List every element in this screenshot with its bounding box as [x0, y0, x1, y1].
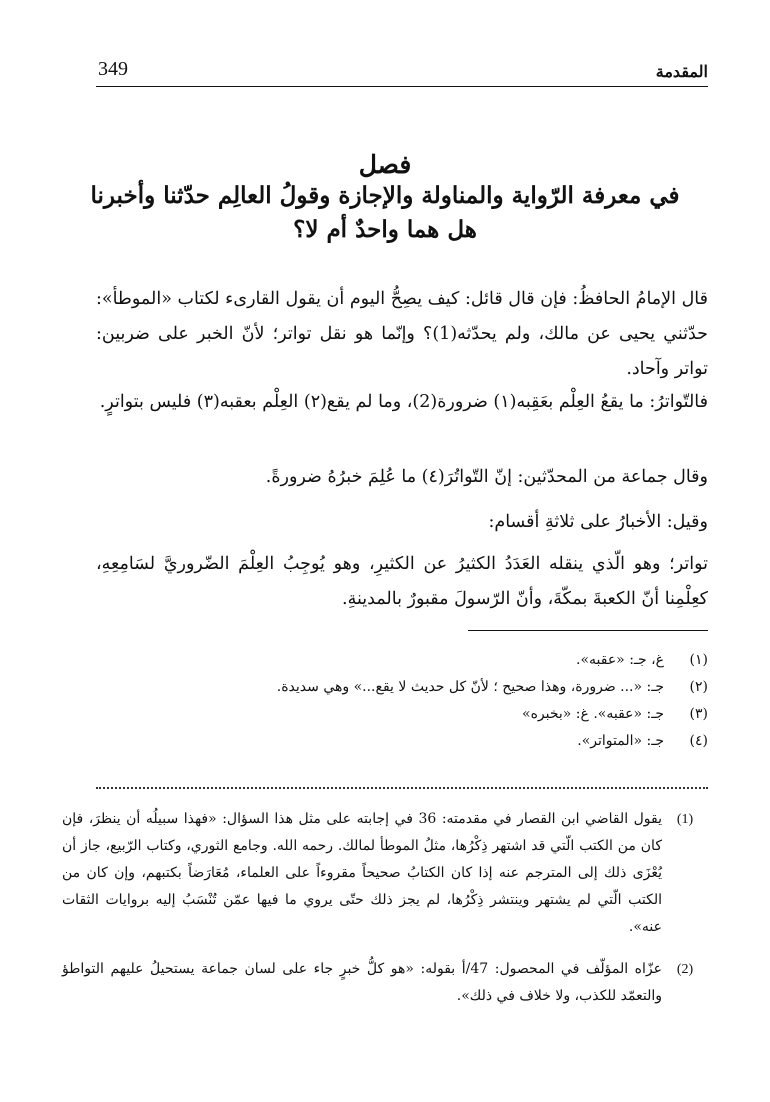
footnote-text: جـ: «عقبه». غ: «بخبره»	[522, 706, 664, 722]
footnote-text: غ، جـ: «عقبه».	[576, 652, 664, 668]
section-title-line-1: في معرفة الرّواية والمناولة والإجازة وقولُ العالِم حدّثنا وأخبرنا	[90, 182, 680, 209]
section-title-line-2: هل هما واحدٌ أم لا؟	[293, 216, 477, 243]
section-label: فصل	[358, 150, 412, 179]
body-paragraph: وقيل: الأخبارُ على ثلاثةِ أقسام:	[488, 512, 708, 532]
footnote	[96, 672, 708, 702]
running-title: المقدمة	[655, 62, 708, 81]
editor-note-text: عزّاه المؤلّف في المحصول: 47/أ بقوله: «هو كلُّ خبرٍ جاء على لسان جماعة يستحيلُ عليهم التواطؤ والتعمّد للكذب، ولا خلاف في ذلك».	[62, 961, 662, 1004]
editor-note-number: (1)	[676, 812, 694, 827]
footnote-text: جـ: «... ضرورة، وهذا صحيح ؛ لأنّ كل حديث لا يقع...» وهي سديدة.	[276, 679, 664, 695]
body-paragraph: قال الإمامُ الحافظُ: فإن قال قائل: كيف يصِحُّ اليوم أن يقول القارىء لكتاب «الموطأ»: حدّثني يحيى عن مالك، ولم يحدّثه(1)؟ وإنّما هو نقل تواتر؛ لأنّ الخبر على ضربين: تواتر وآحاد.	[96, 289, 708, 379]
footnote-number: (١)	[689, 652, 708, 668]
editor-notes-divider	[96, 787, 708, 789]
footnote	[96, 645, 708, 675]
body-paragraph: وقال جماعة من المحدّثين: إنّ التّواتُرَ(٤) ما عُلِمَ خبرُهُ ضرورةً.	[265, 467, 708, 487]
page-header	[96, 58, 708, 87]
footnote-number: (٤)	[689, 733, 708, 749]
footnote	[96, 699, 708, 729]
editor-note	[62, 956, 708, 1010]
editor-note-text: يقول القاضي ابن القصار في مقدمته: 36 في إجابته على مثل هذا السؤال: «فهذا سبيلُه أن ينظرَ، فإن كان من الكتب الّتي قد اشتهر ذِكْرُها، مثلُ الموطأ لمالك. رحمه الله. وجامع الثوري، وكتاب الرّبيع، جاز أن يُعْزَى ذلك إلى المترجم عنه إذا كان الكتابُ صحيحاً مقروءاً على العلماء، مُعَارَضاً بكتبهم، وإن كان من الكتب الّتي لم يشتهر وينتشر ذِكْرُها، لم يجز ذلك حتّى يروي ما فيها عمّن تُنْسَبُ إليه بروايات الثقات عنه».	[62, 811, 663, 935]
body-paragraph: تواتر؛ وهو الّذي ينقله العَدَدُ الكثيرُ عن الكثيرِ، وهو يُوجِبُ العِلْمَ الضّروريَّ لسَامِعِهِ، كعِلْمِنا أنّ الكعبةَ بمكّةَ، وأنّ الرّسولَ مقبورٌ بالمدينةِ.	[96, 554, 708, 609]
footnote-text: جـ: «المتواتر».	[577, 733, 664, 749]
footnote-number: (٢)	[689, 679, 708, 695]
editor-note	[62, 806, 708, 941]
body-paragraph: فالتّواترُ: ما يقعُ العِلْم بعَقِبه(١) ضرورة(2)، وما لم يقع(٢) العِلْم بعقبه(٣) فليس بتواترٍ.	[99, 392, 708, 412]
footnote	[96, 726, 708, 756]
footnote-number: (٣)	[689, 706, 708, 722]
page-number: 349	[98, 58, 128, 80]
footnote-divider	[468, 630, 708, 631]
editor-note-number: (2)	[676, 962, 694, 977]
